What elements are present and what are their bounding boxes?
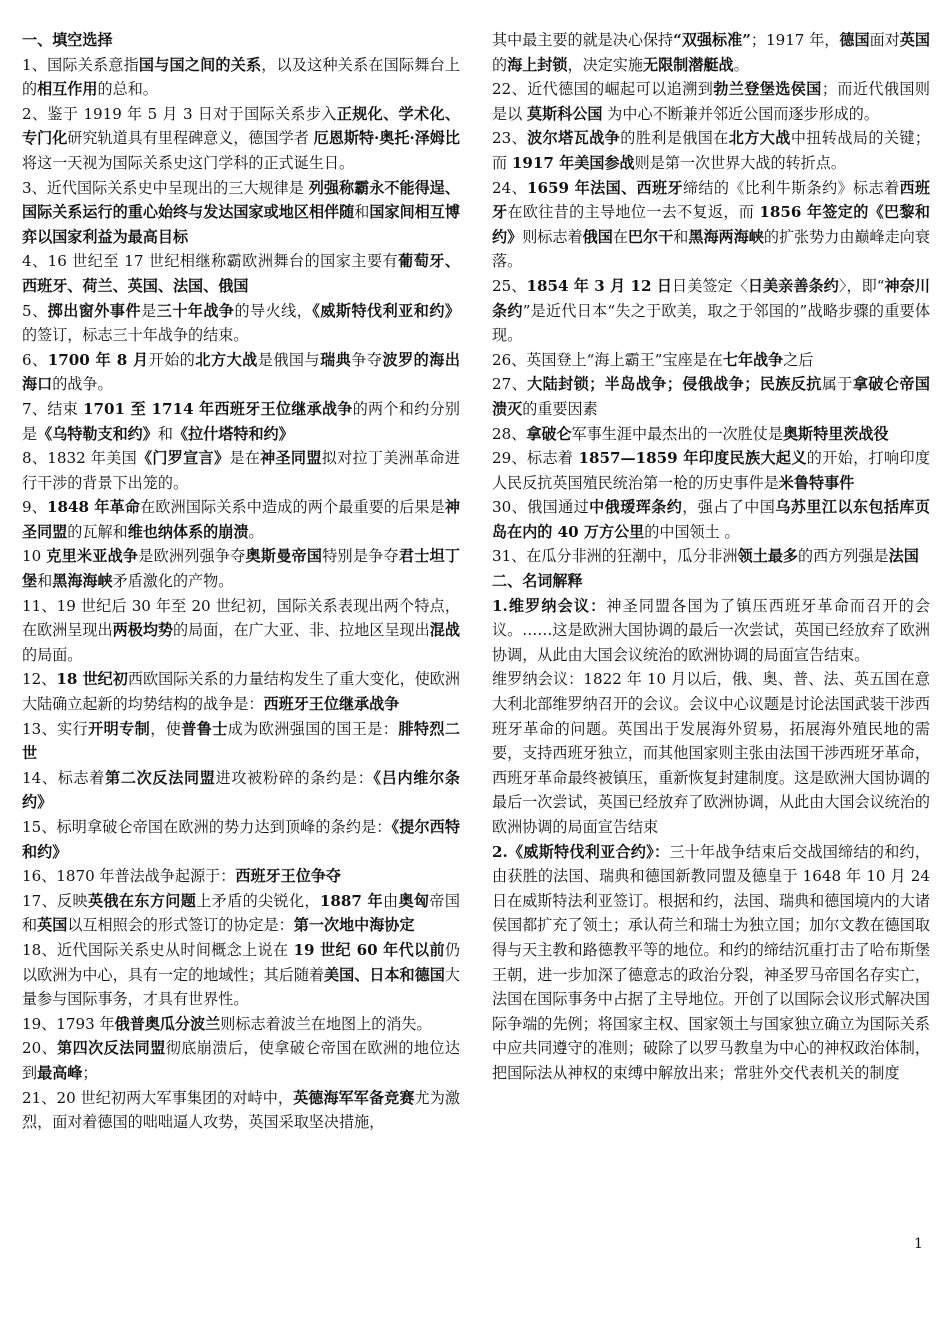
bold-text: 1854 年 3 月 12 日 [526,276,673,295]
text-run: 16、1870 年普法战争起源于： [22,867,236,886]
text-run: 在欧往昔的主导地位一去不复返，而 [507,203,760,222]
paragraph [492,176,930,274]
paragraph [492,126,930,175]
text-run: 和 [673,227,689,246]
text-run: 为中心不断兼并邻近公国而逐步形成的。 [602,104,879,123]
text-run: ”是近代日本“失之于欧美，取之于邻国的”战略步骤的重要体现。 [492,301,930,345]
text-run: 30、俄国通过 [492,498,590,517]
bold-text: 腓特烈二世 [22,719,460,763]
text-run: 成为欧洲强国的国王是： [227,719,399,738]
text-run: 属于 [821,375,853,394]
text-run: 的瓦解和 [67,522,128,541]
bold-text: 北方大战 [728,129,791,148]
text-run: 西欧国际关系的力量结构发生了重大变化，使欧洲大陆确立起新的均势结构的战争是： [22,670,460,714]
bold-text: 拿破仑帝国溃灭 [492,375,930,418]
bold-text: 美国、日本和德国 [324,965,445,984]
bold-text: 18 世纪初 [56,670,128,689]
paragraph [492,348,930,373]
paragraph [22,1086,460,1135]
text-run: 22、近代德国的崛起可以追溯到 [492,80,714,99]
left-column [22,28,460,1135]
text-run: 的 [492,55,508,74]
bold-text: 黑海海峡 [52,572,113,591]
bold-text: 1848 年革命 [47,498,141,517]
text-run: 特别是争夺 [322,547,399,566]
text-run: 的开始，打响印度人民反抗英国殖民统治第一枪的历史事件是 [492,449,930,492]
text-run: 26、英国登上“海上霸王”宝座是在 [492,350,723,369]
text-run: 仍以欧洲为中心，具有一定的地域性；其后随着 [22,940,460,984]
text-run: 9、 [22,498,47,517]
text-run: 的战争。 [52,375,113,394]
bold-text: 1700 年 8 月 [47,350,149,369]
bold-text: 瑞典 [320,350,352,369]
text-run: 进攻被粉碎的条约是： [215,768,374,787]
paragraph [22,594,460,668]
paragraph [22,176,460,250]
paragraph [22,938,460,1012]
bold-text: 北方大战 [195,350,258,369]
paragraph [22,544,460,593]
bold-text: 神圣同盟 [22,498,460,541]
bold-text: 列强称霸永不能得逞、国际关系运行的重心始终与发达国家或地区相伴随 [22,178,460,222]
bold-text: 《威斯特伐利亚和约》 [312,301,460,320]
bold-text: 克里米亚战争 [46,547,139,566]
bold-text: 《门罗宣言》 [136,449,230,468]
text-run: 上矛盾的尖锐化， [196,891,320,910]
paragraph [22,397,460,446]
bold-text: 英德海军军备竞赛 [293,1088,415,1107]
bold-text: 莫斯科公国 [527,104,603,123]
bold-text: 国家间相互博弈以国家利益为最高目标 [22,203,460,246]
text-run: 面对 [869,31,900,49]
text-run: 开始的 [148,350,196,369]
bold-text: 1659 年法国、西班牙 [527,178,683,197]
text-run: 和 [354,203,370,222]
paragraph [22,766,460,815]
bold-text: 混战 [429,621,460,640]
text-run: 28、 [492,424,527,443]
bold-text: 英国 [37,916,68,935]
text-run: 则标志着 [522,227,583,246]
text-run: 是 [141,301,157,320]
bold-text: 俄国 [582,227,613,246]
paragraph [492,594,930,668]
bold-text: 波尔塔瓦战争 [527,129,621,148]
bold-text: 三十年战争 [156,301,235,320]
text-run: 25、 [492,276,527,295]
text-run: 15、标明拿破仑帝国在欧洲的势力达到顶峰的条约是： [22,818,392,836]
bold-text: 拿破仑 [526,424,572,443]
text-run: 将这一天视为国际关系史这门学科的正式诞生日。 [22,153,355,172]
bold-text: 英俄在东方问题 [87,891,197,910]
text-run: 三十年战争结束后交战国缔结的和约，由获胜的法国、瑞典和德国新教同盟及德皇于 1648 年 10 月 24 日在威斯特法利亚签订。根据和约，法国、瑞典和德国境内的大诸侯国都扩充了领土；承认荷兰和瑞士为独立国；加尔文教在德国取得与天主教和路德教平等的地位。和约的缔结沉重打击了哈布斯堡王朝，进一步加深了德意志的政治分裂，神圣罗马帝国名存实亡，法国在国际事务中占据了主导地位。开创了以国际会议形式解决国际争端的先例；将国家主权、国家领土与国家独立确立为国际关系中应共同遵守的准则；破除了以罗马教皇为中心的神权政治体制，把国际法从神权的束缚中解放出来；常驻外交代表机关的制度 [492,842,930,1082]
bold-text: 黑海两海峡 [688,227,764,246]
text-run: 帝国和 [22,891,460,935]
text-run: ，强占了中国 [682,498,776,517]
bold-text: 法国 [888,547,919,566]
bold-text: 米鲁特事件 [778,473,855,492]
text-run: 14、标志着 [22,768,106,787]
text-run: 矛盾激化的产物。 [112,572,234,591]
paragraph [492,77,930,126]
text-run: 6、 [22,350,48,369]
text-run: 中扭转战局的关键；而 [492,129,930,172]
bold-text: 相互作用 [37,80,98,99]
text-run: 。 [733,55,749,74]
bold-text: 一、填空选择 [22,31,113,49]
text-run: 23、 [492,129,528,148]
text-run: 大量参与国际事务，才具有世界性。 [22,965,460,1009]
bold-text: 西班牙 [492,178,930,222]
paragraph [22,1012,460,1037]
bold-text: 开明专制 [88,719,151,738]
bold-text: 领土最多 [737,547,799,566]
text-run: 在 [612,227,628,246]
bold-text: 大陆封锁；半岛战争；侵俄战争；民族反抗 [527,375,822,394]
paragraph [492,446,930,495]
text-run: 31、在瓜分非洲的狂潮中，瓜分非洲 [492,547,738,566]
text-run: 11、19 世纪后 30 年至 20 世纪初，国际关系表现出两个特点，在欧洲呈现出 [22,596,460,640]
bold-text: 《乌特勒支和约》 [37,424,158,443]
paragraph [22,102,460,176]
text-run: 军事生涯中最杰出的一次胜仗是 [571,424,783,443]
text-run: ； [82,1063,98,1082]
text-run: 29、标志着 [492,449,579,468]
text-run: 维罗纳会议：1822 年 10 月以后，俄、奥、普、法、英五国在意大利北部维罗纳召开的会议。会议中心议题是讨论法国武装干涉西班牙革命的问题。英国出于发展海外贸易，拓展海外殖民地的需要，支持西班牙独立，而其他国家则主张由法国干涉西班牙革命，西班牙革命最终被镇压，重新恢复封建制度。这是欧洲大国协调的最后一次尝试，英国已经放弃了欧洲协调，从此由大国会议统治的欧洲协调的局面宣告结束 [492,670,930,836]
text-run: 则是第一次世界大战的转折点。 [634,153,846,172]
text-run: 12、 [22,670,57,689]
paragraph [22,446,460,495]
bold-text: 19 世纪 60 年代以前 [293,940,445,959]
text-run: 的中国领土 。 [644,522,740,541]
bold-text: 德国 [839,31,870,49]
text-run: 缔结的《比利牛斯条约》标志着 [682,178,900,197]
text-run: ，使 [150,719,182,738]
text-run: 和 [37,572,53,591]
bold-text: 西班牙王位继承战争 [263,695,400,714]
text-run: 由 [383,891,399,910]
bold-text: 《提尔西特和约》 [22,818,460,861]
right-column [492,28,930,1086]
bold-text: 1856 年签定的《巴黎和约》 [492,203,930,246]
paragraph [492,544,930,569]
bold-text: 国与国之间的关系 [138,55,262,74]
bold-text: 葡萄牙、西班牙、荷兰、英国、法国、俄国 [22,252,460,295]
text-run: 日美签定〈 [672,276,748,295]
bold-text: 最高峰 [37,1063,83,1082]
text-run: 拟对拉丁美洲革命进行干涉的背景下出笼的。 [22,449,460,492]
text-run: 〉，即“ [838,276,885,295]
text-run: 其中最主要的就是决心保持 [492,31,674,49]
bold-text: 奥匈 [398,891,430,910]
paragraph [22,495,460,544]
bold-text: 巴尔干 [627,227,674,246]
text-run: 是在 [229,449,261,468]
text-run: 和 [157,424,173,443]
text-run: ，决定实施 [567,55,643,74]
text-run: 2、鉴于 1919 年 5 月 3 日对于国际关系步入 [22,104,337,123]
text-run: 以互相照会的形式签订的协定是： [67,916,294,935]
bold-text: 乌苏里江以东包括库页岛在内的 40 万方公里 [492,498,930,541]
bold-text: 神圣同盟 [260,449,322,468]
paragraph [492,840,930,1086]
text-run: 1、国际关系意指 [22,55,139,74]
paragraph [22,1036,460,1085]
text-run: 的签订，标志三十年战争的结束。 [22,326,249,345]
page-number: 1 [914,1236,923,1252]
paragraph [22,299,460,348]
bold-text: 七年战争 [722,350,784,369]
section-heading [492,569,930,594]
bold-text: 无限制潜艇战 [642,55,734,74]
text-run: 在欧洲国际关系中造成的两个最重要的后果是 [140,498,445,517]
bold-text: 1887 年 [319,891,383,910]
paragraph [492,667,930,839]
text-run: 。 [248,522,264,541]
text-run: 的重要因素 [522,399,598,418]
paragraph [22,864,460,889]
bold-text: 厄恩斯特·奥托·泽姆比 [313,129,460,148]
bold-text: 英国 [899,31,930,49]
bold-text: 二、名词解释 [492,572,583,591]
text-run: 18、近代国际关系史从时间概念上说在 [22,940,294,959]
bold-text: 神奈川条约 [492,276,930,320]
bold-text: 波罗的海出海口 [22,350,460,394]
text-run: 21、20 世纪初两大军事集团的对峙中， [22,1088,294,1107]
bold-text: 1.维罗纳会议： [492,596,607,615]
text-run: 彻底崩溃后，使拿破仑帝国在欧洲的地位达到 [22,1039,460,1082]
bold-text: 普鲁士 [181,719,228,738]
text-run: 是欧洲列强争夺 [138,547,246,566]
bold-text: 两极均势 [112,621,174,640]
bold-text: “双强标准” [673,31,751,49]
text-run: 研究轨道具有里程碑意义，德国学者 [67,129,314,148]
paragraph [22,53,460,102]
paragraph [492,495,930,544]
bold-text: 2.《威斯特伐利亚合约》： [492,842,670,861]
text-run: 27、 [492,375,528,394]
text-run: 尤为激烈，面对着德国的咄咄逼人攻势，英国采取坚决措施， [22,1088,460,1132]
paragraph [22,815,460,864]
text-run: 的扩张势力由巅峰走向衰落。 [492,227,930,271]
bold-text: 《拉什塔特和约》 [172,424,294,443]
bold-text: 1701 至 1714 年西班牙王位继承战争 [83,399,353,418]
text-run: 24、 [492,178,528,197]
bold-text: 俄普奥瓜分波兰 [114,1014,221,1033]
bold-text: 《吕内维尔条约》 [22,768,460,812]
text-run: ；而近代俄国则是以 [492,80,930,123]
bold-text: 奥斯特里茨战役 [782,424,889,443]
bold-text: 勃兰登堡选侯国 [713,80,822,99]
paragraph [492,372,930,421]
text-run: ；1917 年， [750,31,840,49]
text-run: 争夺 [351,350,383,369]
paragraph [22,889,460,938]
paragraph [492,28,930,77]
paragraph [492,422,930,447]
section-heading [22,28,460,53]
text-run: 3、近代国际关系史中呈现出的三大规律是 [22,178,309,197]
bold-text: 掷出窗外事件 [47,301,142,320]
bold-text: 维也纳体系的崩溃 [127,522,249,541]
text-run: 是俄国与 [257,350,321,369]
bold-text: 第四次反法同盟 [57,1039,166,1058]
text-run: 13、实行 [22,719,89,738]
text-run: 则标志着波兰在地图上的消失。 [220,1014,432,1033]
text-run: 的局面。 [22,645,83,664]
bold-text: 西班牙王位争夺 [235,867,342,886]
text-run: 7、结束 [22,399,84,418]
paragraph [22,667,460,716]
text-run: 的西方列强是 [798,547,889,566]
text-run: 神圣同盟各国为了镇压西班牙革命而召开的会议。……这是欧洲大国协调的最后一次尝试，英国已经放弃了欧洲协调，从此由大国会议统治的欧洲协调的局面宣告结束。 [492,596,930,664]
bold-text: 日美亲善条约 [747,276,839,295]
bold-text: 中俄瑷珲条约 [589,498,683,517]
bold-text: 1857—1859 年印度民族大起义 [578,449,807,468]
bold-text: 第一次地中海协定 [293,916,415,935]
bold-text: 君士坦丁堡 [22,547,460,591]
text-run: 4、16 世纪至 17 世纪相继称霸欧洲舞台的国家主要有 [22,252,399,271]
bold-text: 正规化、学术化、专门化 [22,104,460,148]
text-run: 5、 [22,301,48,320]
text-run: 19、1793 年 [22,1014,115,1033]
text-run: 的两个和约分别是 [22,399,460,443]
bold-text: 奥斯曼帝国 [245,547,323,566]
text-run: 20、 [22,1039,58,1058]
bold-text: 第二次反法同盟 [105,768,216,787]
text-run: ，以及这种关系在国际舞台上的 [22,55,460,99]
paragraph [22,717,460,766]
paragraph [492,274,930,348]
bold-text: 海上封锁 [507,55,568,74]
text-run: 的胜利是俄国在 [620,129,729,148]
text-run: 之后 [783,350,814,369]
text-run: 的局面，在广大亚、非、拉地区呈现出 [173,621,430,640]
paragraph [22,249,460,298]
text-run: 17、反映 [22,891,88,910]
bold-text: 1917 年美国参战 [511,153,635,172]
text-run: 的总和。 [97,80,158,99]
text-run: 10 [22,547,47,566]
paragraph [22,348,460,397]
text-run: 的导火线， [234,301,313,320]
text-run: 8、1832 年美国 [22,449,137,468]
